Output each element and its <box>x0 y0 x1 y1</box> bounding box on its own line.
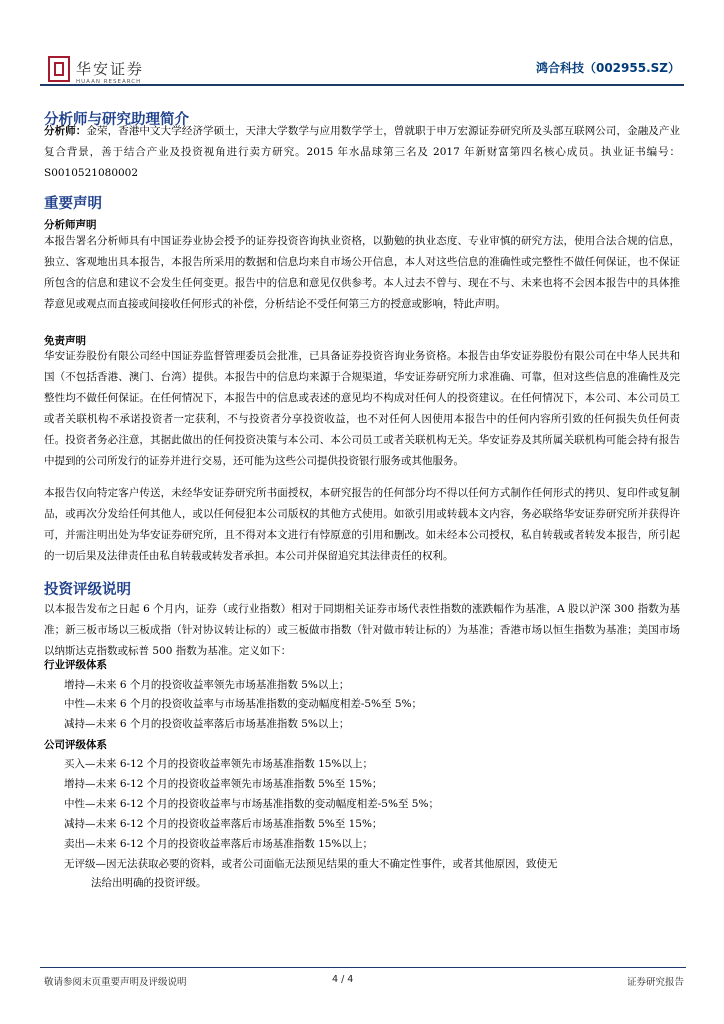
stock-name: 鸿合科技（002955.SZ） <box>535 61 680 75</box>
rating-intro: 以本报告发布之日起 6 个月内，证券（或行业指数）相对于同期相关证券市场代表性指数的涨跌幅作为基准，A 股以沪深 300 指数为基准；新三板市场以三板成指（针对协议转让标的）或三板做市指数（针对做市转让标的）为基准；香港市场以恒生指数为基准；美国市场以纳斯达克指数或标普 500 指数为基准。定义如下： <box>44 603 680 657</box>
footer-rule <box>40 967 686 968</box>
rating-section-title: 投资评级说明 <box>44 582 131 598</box>
industry-rating-underweight: 减持—未来 6 个月的投资收益率落后市场基准指数 5%以上； <box>64 718 350 730</box>
page-number: 4 / 4 <box>332 974 354 985</box>
analyst-bio: 金荣，香港中文大学经济学硕士，天津大学数学与应用数学学士，曾就职于申万宏源证券研究所及头部互联网公司，金融及产业复合背景，善于结合产业及投资视角进行卖方研究。2015 年水晶球第三名及 2017 年新财富第四名核心成员。执业证书编号：S0010521080002 <box>44 125 681 179</box>
company-rating-buy: 买入—未来 6-12 个月的投资收益率领先市场基准指数 15%以上； <box>64 758 373 770</box>
company-rating-underweight: 减持—未来 6-12 个月的投资收益率落后市场基准指数 5%至 15%； <box>64 818 383 830</box>
page-header <box>40 48 684 93</box>
company-rating-neutral: 中性—未来 6-12 个月的投资收益率与市场基准指数的变动幅度相差-5%至 5%； <box>64 798 439 810</box>
disclaimer-section-title: 重要声明 <box>44 196 102 212</box>
footer-report-type: 证券研究报告 <box>626 977 684 988</box>
analyst-intro <box>44 121 680 184</box>
footer-disclaimer-note: 敬请参阅末页重要声明及评级说明 <box>44 977 187 988</box>
exemption-paragraph-1: 华安证券股份有限公司经中国证券监督管理委员会批准，已具备证券投资咨询业务资格。本报告由华安证券股份有限公司在中华人民共和国（不包括香港、澳门、台湾）提供。本报告中的信息均来源于合规渠道，华安证券研究所力求准确、可靠，但对这些信息的准确性及完整性均不做任何保证。在任何情况下，本报告中的信息或表述的意见均不构成对任何人的投资建议。在任何情况下，本公司、本公司员工或者关联机构不承诺投资者一定获利，不与投资者分享投资收益，也不对任何人因使用本报告中的任何内容所引致的任何损失负任何责任。投资者务必注意，其据此做出的任何投资决策与本公司、本公司员工或者关联机构无关。华安证券及其所属关联机构可能会持有报告中提到的公司所发行的证券并进行交易，还可能为这些公司提供投资银行服务或其他服务。 <box>44 350 680 467</box>
header-rule <box>40 84 684 86</box>
logo-subtext: HUAAN RESEARCH <box>76 79 142 85</box>
industry-rating-neutral: 中性—未来 6 个月的投资收益率与市场基准指数的变动幅度相差-5%至 5%； <box>64 698 423 710</box>
analyst-statement-title: 分析师声明 <box>44 219 97 231</box>
company-rating-title: 公司评级体系 <box>44 739 107 751</box>
industry-rating-overweight: 增持—未来 6 个月的投资收益率领先市场基准指数 5%以上； <box>64 679 350 691</box>
analyst-section-title: 分析师与研究助理简介 <box>44 112 189 128</box>
company-rating-sell: 卖出—未来 6-12 个月的投资收益率落后市场基准指数 15%以上； <box>64 838 373 850</box>
company-rating-overweight: 增持—未来 6-12 个月的投资收益率领先市场基准指数 5%至 15%； <box>64 778 383 790</box>
company-rating-none-line2: 法给出明确的投资评级。 <box>91 877 207 889</box>
logo-text: 华安证券 <box>76 60 145 78</box>
exemption-title: 免责声明 <box>44 335 86 347</box>
industry-rating-title: 行业评级体系 <box>44 659 107 671</box>
company-rating-none-line1: 无评级—因无法获取必要的资料，或者公司面临无法预见结果的重大不确定性事件，或者其他原因，致使无 <box>64 858 558 870</box>
exemption-paragraph-2: 本报告仅向特定客户传送，未经华安证券研究所书面授权，本研究报告的任何部分均不得以任何方式制作任何形式的拷贝、复印件或复制品，或再次分发给任何其他人，或以任何侵犯本公司版权的其他方式使用。如欲引用或转载本文内容，务必联络华安证券研究所并获得许可，并需注明出处为华安证券研究所，且不得对本文进行有悖原意的引用和删改。如未经本公司授权，私自转载或者转发本报告，所引起的一切后果及法律责任由私自转载或转发者承担。本公司并保留追究其法律责任的权利。 <box>44 487 680 562</box>
logo-seal-icon <box>48 56 70 82</box>
analyst-statement: 本报告署名分析师具有中国证券业协会授予的证券投资咨询执业资格，以勤勉的执业态度、专业审慎的研究方法，使用合法合规的信息，独立、客观地出具本报告，本报告所采用的数据和信息均来自市场公开信息，本人对这些信息的准确性或完整性不做任何保证，也不保证所包含的信息和建议不会发生任何变更。报告中的信息和意见仅供参考。本人过去不曾与、现在不与、未来也将不会因本报告中的具体推荐意见或观点而直接或间接收任何形式的补偿，分析结论不受任何第三方的授意或影响，特此声明。 <box>44 235 680 310</box>
analyst-label: 分析师： <box>44 125 87 137</box>
